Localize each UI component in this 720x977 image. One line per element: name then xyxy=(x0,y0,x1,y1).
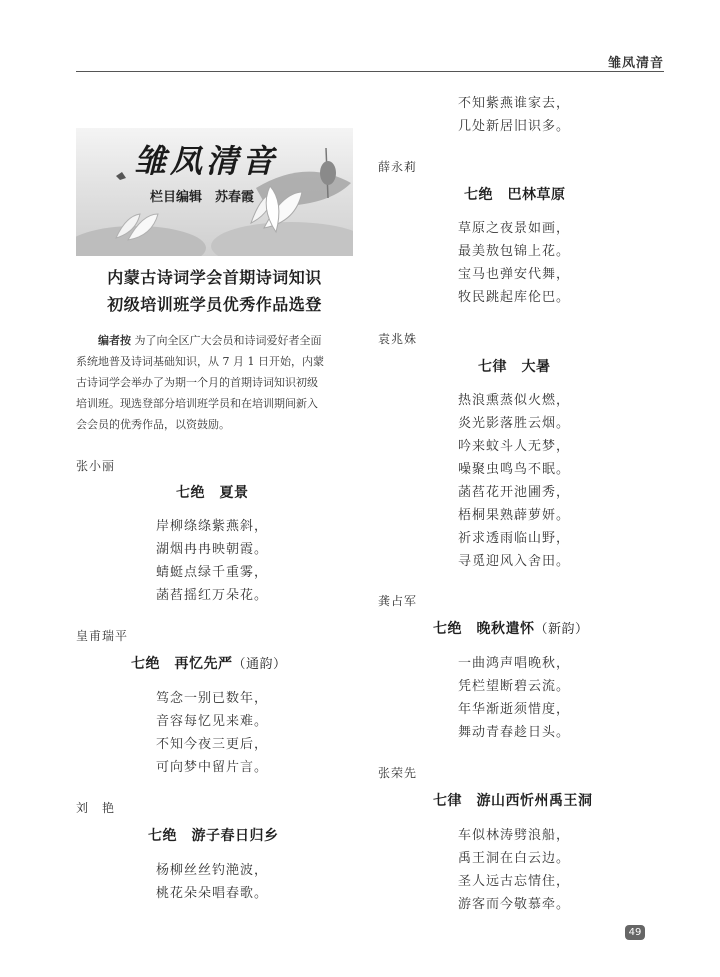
poem-line: 噪聚虫鸣鸟不眠。 xyxy=(458,462,571,477)
poem-line: 音容每忆见来难。 xyxy=(156,714,269,729)
poem-title xyxy=(433,618,589,638)
poem-line: 杨柳丝丝钓滟波， xyxy=(156,863,269,878)
editor-note-line: 为了向全区广大会员和诗词爱好者全面 xyxy=(134,334,322,347)
poem-author: 龚占军 xyxy=(378,594,418,608)
poem-line: 车似林涛劈浪船， xyxy=(458,828,571,843)
poem-line: 岸柳绦绦紫燕斜， xyxy=(156,519,269,534)
poem-author: 刘 艳 xyxy=(76,801,116,815)
poem-title xyxy=(131,653,287,673)
poem-line: 一曲鸿声唱晚秋， xyxy=(458,656,571,671)
poem-line: 几处新居旧识多。 xyxy=(458,119,571,134)
poem-line: 祈求透雨临山野， xyxy=(458,531,571,546)
poem-title: 七律 大暑 xyxy=(478,359,551,375)
poem-line: 寻觅迎风入舍田。 xyxy=(458,554,571,569)
poem-line: 宝马也弹安代舞， xyxy=(458,267,571,282)
column-banner xyxy=(76,128,353,256)
editor-note-line: 会会员的优秀作品，以资鼓励。 xyxy=(76,418,230,431)
poem-line: 禹王洞在白云边。 xyxy=(458,851,571,866)
poem-line: 蜻蜓点绿千重雾， xyxy=(156,565,269,580)
poem-line: 吟来蚊斗人无梦， xyxy=(458,439,571,454)
banner-title: 雏凤清音 xyxy=(134,142,279,180)
editor-note-label: 编者按 xyxy=(98,334,131,347)
section-title: 雏凤清音 xyxy=(607,56,664,71)
poem-author: 张荣先 xyxy=(378,766,418,780)
poem-author: 薛永莉 xyxy=(378,160,418,174)
editor-note-line: 系统地普及诗词基础知识，从 7 月 1 日开始，内蒙 xyxy=(76,355,324,368)
poem-line: 菡萏摇红万朵花。 xyxy=(156,588,269,603)
poem-line: 不知紫燕谁家去， xyxy=(458,96,571,111)
poem-author: 袁兆姝 xyxy=(378,332,418,346)
header-rule xyxy=(76,71,664,72)
poem-title: 七绝 巴林草原 xyxy=(464,187,566,203)
poem-line: 舞动青春趁日头。 xyxy=(458,725,571,740)
poem-line: 不知今夜三更后， xyxy=(156,737,269,752)
poem-line: 年华渐逝须惜度， xyxy=(458,702,571,717)
poem-line: 桃花朵朵唱春歌。 xyxy=(156,886,269,901)
poem-title: 七绝 夏景 xyxy=(176,485,249,501)
article-headline-line2: 初级培训班学员优秀作品选登 xyxy=(107,295,322,314)
poem-line: 圣人远古忘情住， xyxy=(458,874,571,889)
editor-note-line: 培训班。现选登部分培训班学员和在培训期间新入 xyxy=(76,397,318,410)
column-editor: 栏目编辑 苏春霞 xyxy=(150,190,255,205)
poem-rhyme-note: （新韵） xyxy=(534,622,589,637)
poem-author: 张小丽 xyxy=(76,459,116,473)
poem-line: 菡萏花开池圃秀， xyxy=(458,485,571,500)
poem-line: 可向梦中留片言。 xyxy=(156,760,269,775)
poem-author: 皇甫瑞平 xyxy=(76,629,129,643)
poem-line: 湖烟冉冉映朝霞。 xyxy=(156,542,269,557)
editor-note xyxy=(76,330,353,435)
page-number-badge: 49 xyxy=(625,925,645,940)
poem-line: 笃念一别已数年， xyxy=(156,691,269,706)
poem-line: 最美敖包锦上花。 xyxy=(458,244,571,259)
poem-line: 牧民跳起库伦巴。 xyxy=(458,290,571,305)
poem-title-text: 七绝 晚秋遣怀 xyxy=(433,621,535,637)
poem-line: 梧桐果熟薜萝妍。 xyxy=(458,508,571,523)
poem-line: 热浪熏蒸似火燃， xyxy=(458,393,571,408)
poem-line: 炎光影落胜云烟。 xyxy=(458,416,571,431)
editor-note-line: 古诗词学会举办了为期一个月的首期诗词知识初级 xyxy=(76,376,318,389)
poem-title-text: 七绝 再忆先严 xyxy=(131,656,233,672)
poem-title: 七绝 游子春日归乡 xyxy=(148,828,279,844)
poem-title: 七律 游山西忻州禹王洞 xyxy=(433,793,593,809)
poem-line: 游客而今敬慕牵。 xyxy=(458,897,571,912)
poem-line: 草原之夜景如画， xyxy=(458,221,571,236)
article-headline-line1: 内蒙古诗词学会首期诗词知识 xyxy=(107,268,322,287)
poem-rhyme-note: （通韵） xyxy=(232,657,287,672)
poem-line: 凭栏望断碧云流。 xyxy=(458,679,571,694)
